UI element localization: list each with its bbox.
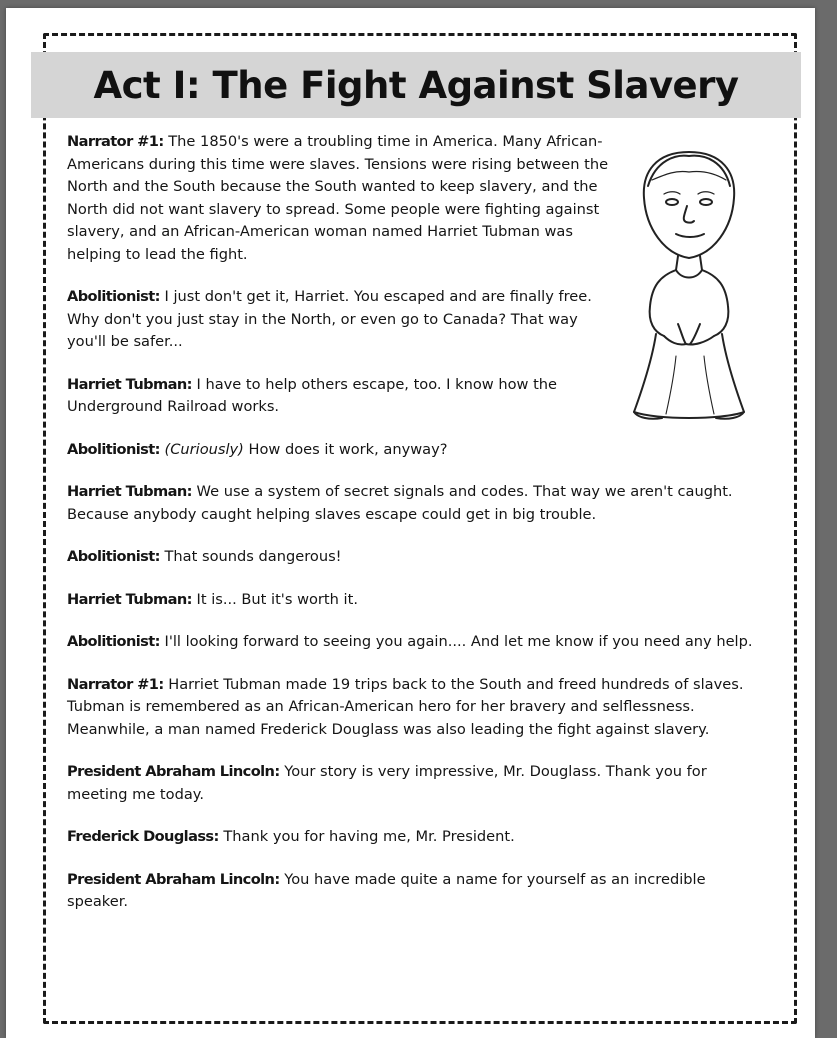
- page-title: Act I: The Fight Against Slavery: [93, 63, 739, 107]
- dialogue-text: Thank you for having me, Mr. President.: [223, 828, 515, 845]
- script-line: [67, 439, 757, 462]
- speaker-label: Abolitionist:: [67, 288, 160, 305]
- script-line: [67, 374, 617, 419]
- speaker-label: Harriet Tubman:: [67, 483, 192, 500]
- script-line: [67, 589, 757, 612]
- dialogue-text: I have to help others escape, too. I know how the Underground Railroad works.: [67, 375, 558, 415]
- script-line: [67, 869, 757, 914]
- dialogue-text: How does it work, anyway?: [248, 440, 448, 458]
- speaker-label: Abolitionist:: [67, 548, 160, 565]
- script-line: [67, 631, 757, 654]
- script-line: [67, 761, 757, 806]
- stage-direction: (Curiously): [164, 440, 244, 458]
- speaker-label: Abolitionist:: [67, 633, 160, 650]
- dialogue-text: The 1850's were a troubling time in America. Many African-Americans during this time were slaves. Tensions were rising between the North and the South because the South wanted to keep slavery, and the North did not want slavery to spread. Some people were fighting against slavery, and an African-American woman named Harriet Tubman was helping to lead the fight.: [67, 133, 609, 263]
- script-line: [67, 131, 617, 266]
- dialogue-text: I'll looking forward to seeing you again.... And let me know if you need any help.: [164, 633, 753, 650]
- speaker-label: President Abraham Lincoln:: [67, 763, 280, 780]
- script-line: [67, 546, 757, 569]
- script-line: [67, 286, 617, 354]
- speaker-label: Narrator #1:: [67, 675, 164, 693]
- script-line: [67, 674, 757, 742]
- dialogue-text: You have made quite a name for yourself as an incredible speaker.: [67, 870, 706, 910]
- script-line: [67, 826, 757, 849]
- script-body: [67, 131, 757, 934]
- script-line: [67, 481, 757, 526]
- page-footer: [226, 1026, 606, 1032]
- speaker-label: President Abraham Lincoln:: [67, 870, 280, 888]
- dialogue-text: It is... But it's worth it.: [196, 590, 358, 608]
- worksheet-page: [6, 8, 815, 1038]
- speaker-label: Abolitionist:: [67, 440, 160, 458]
- speaker-label: Harriet Tubman:: [67, 590, 192, 608]
- speaker-label: Harriet Tubman:: [67, 375, 192, 393]
- dialogue-text: We use a system of secret signals and codes. That way we aren't caught. Because anybody caught helping slaves escape could get in big trouble.: [67, 483, 733, 523]
- dialogue-text: Your story is very impressive, Mr. Douglass. Thank you for meeting me today.: [67, 763, 707, 803]
- dialogue-text: That sounds dangerous!: [164, 548, 342, 565]
- speaker-label: Frederick Douglass:: [67, 828, 219, 845]
- dialogue-text: I just don't get it, Harriet. You escaped and are finally free. Why don't you just stay in the North, or even go to Canada? That way you'll be safer...: [67, 288, 592, 350]
- title-banner: [31, 52, 801, 118]
- speaker-label: Narrator #1:: [67, 133, 164, 150]
- dialogue-text: Harriet Tubman made 19 trips back to the South and freed hundreds of slaves. Tubman is remembered as an African-American hero for her bravery and selflessness. Meanwhile, a man named Frederick Douglass was also leading the fight against slavery.: [67, 675, 744, 738]
